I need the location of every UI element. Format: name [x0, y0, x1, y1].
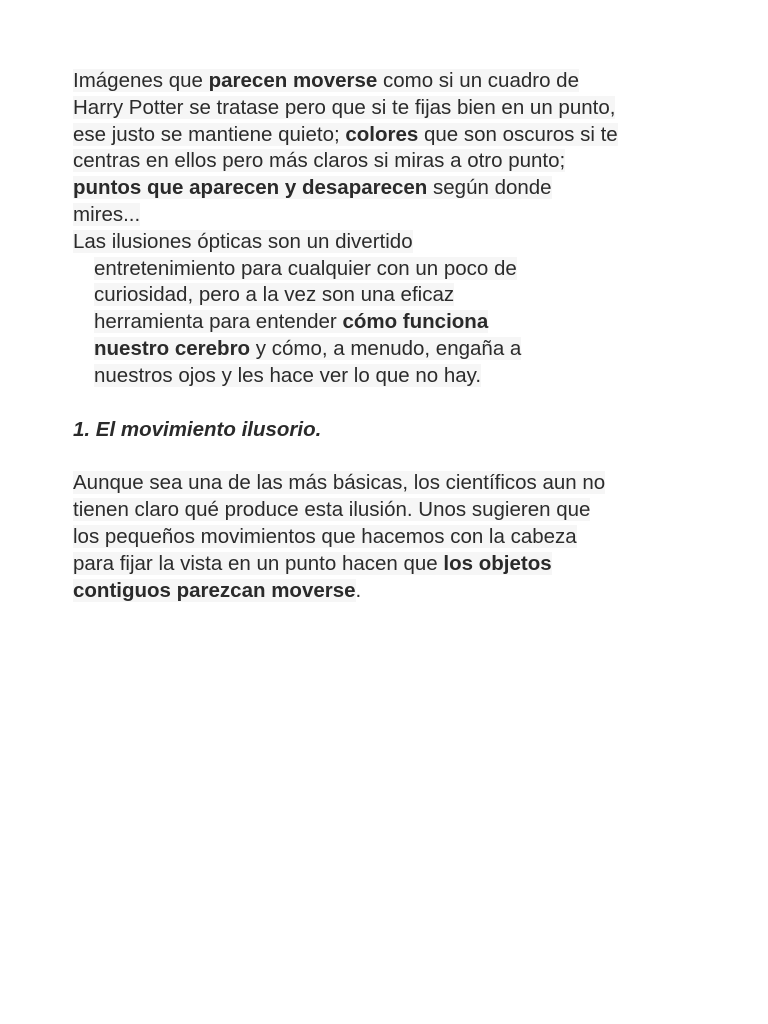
text-line: nuestro cerebro y cómo, a menudo, engaña a	[94, 336, 522, 360]
document-body	[73, 68, 713, 604]
text-line: Imágenes que parecen moverse como si un cuadro de	[73, 69, 579, 92]
section-heading: 1. El movimiento ilusorio.	[73, 417, 322, 441]
text-line: ese justo se mantiene quieto; colores que son oscuros si te	[73, 122, 618, 146]
movement-paragraph	[73, 470, 713, 604]
text-line: centras en ellos pero más claros si miras a otro punto;	[73, 149, 566, 173]
text-line: nuestros ojos y les hace ver lo que no hay.	[94, 363, 482, 387]
bold-phrase: los objetos	[443, 551, 552, 575]
text-line: Las ilusiones ópticas son un divertido	[73, 229, 413, 253]
text-line: puntos que aparecen y desaparecen según donde	[73, 176, 552, 200]
text-line: tienen claro qué produce esta ilusión. Unos sugieren que	[73, 498, 591, 522]
text-line: entretenimiento para cualquier con un poco de	[94, 256, 517, 280]
text-line: los pequeños movimientos que hacemos con la cabeza	[73, 524, 577, 548]
text-line: curiosidad, pero a la vez son una eficaz	[94, 283, 455, 307]
text-line: Aunque sea una de las más básicas, los científicos aun no	[73, 471, 606, 495]
bold-phrase: contiguos parezcan moverse	[73, 578, 356, 602]
text-line: mires...	[73, 202, 141, 226]
intro-paragraph	[73, 68, 713, 229]
optical-illusions-paragraph	[73, 229, 713, 390]
text-line: para fijar la vista en un punto hacen que los objetos	[73, 551, 552, 575]
text-line: contiguos parezcan moverse.	[73, 578, 362, 602]
bold-phrase: puntos que aparecen y desaparecen	[73, 176, 428, 200]
text-line: Harry Potter se tratase pero que si te fijas bien en un punto,	[73, 95, 616, 119]
text-line: herramienta para entender cómo funciona	[94, 310, 489, 334]
bold-phrase: cómo funciona	[342, 310, 489, 334]
bold-phrase: parecen moverse	[208, 69, 378, 92]
bold-phrase: colores	[345, 122, 419, 146]
bold-phrase: nuestro cerebro	[94, 336, 251, 360]
